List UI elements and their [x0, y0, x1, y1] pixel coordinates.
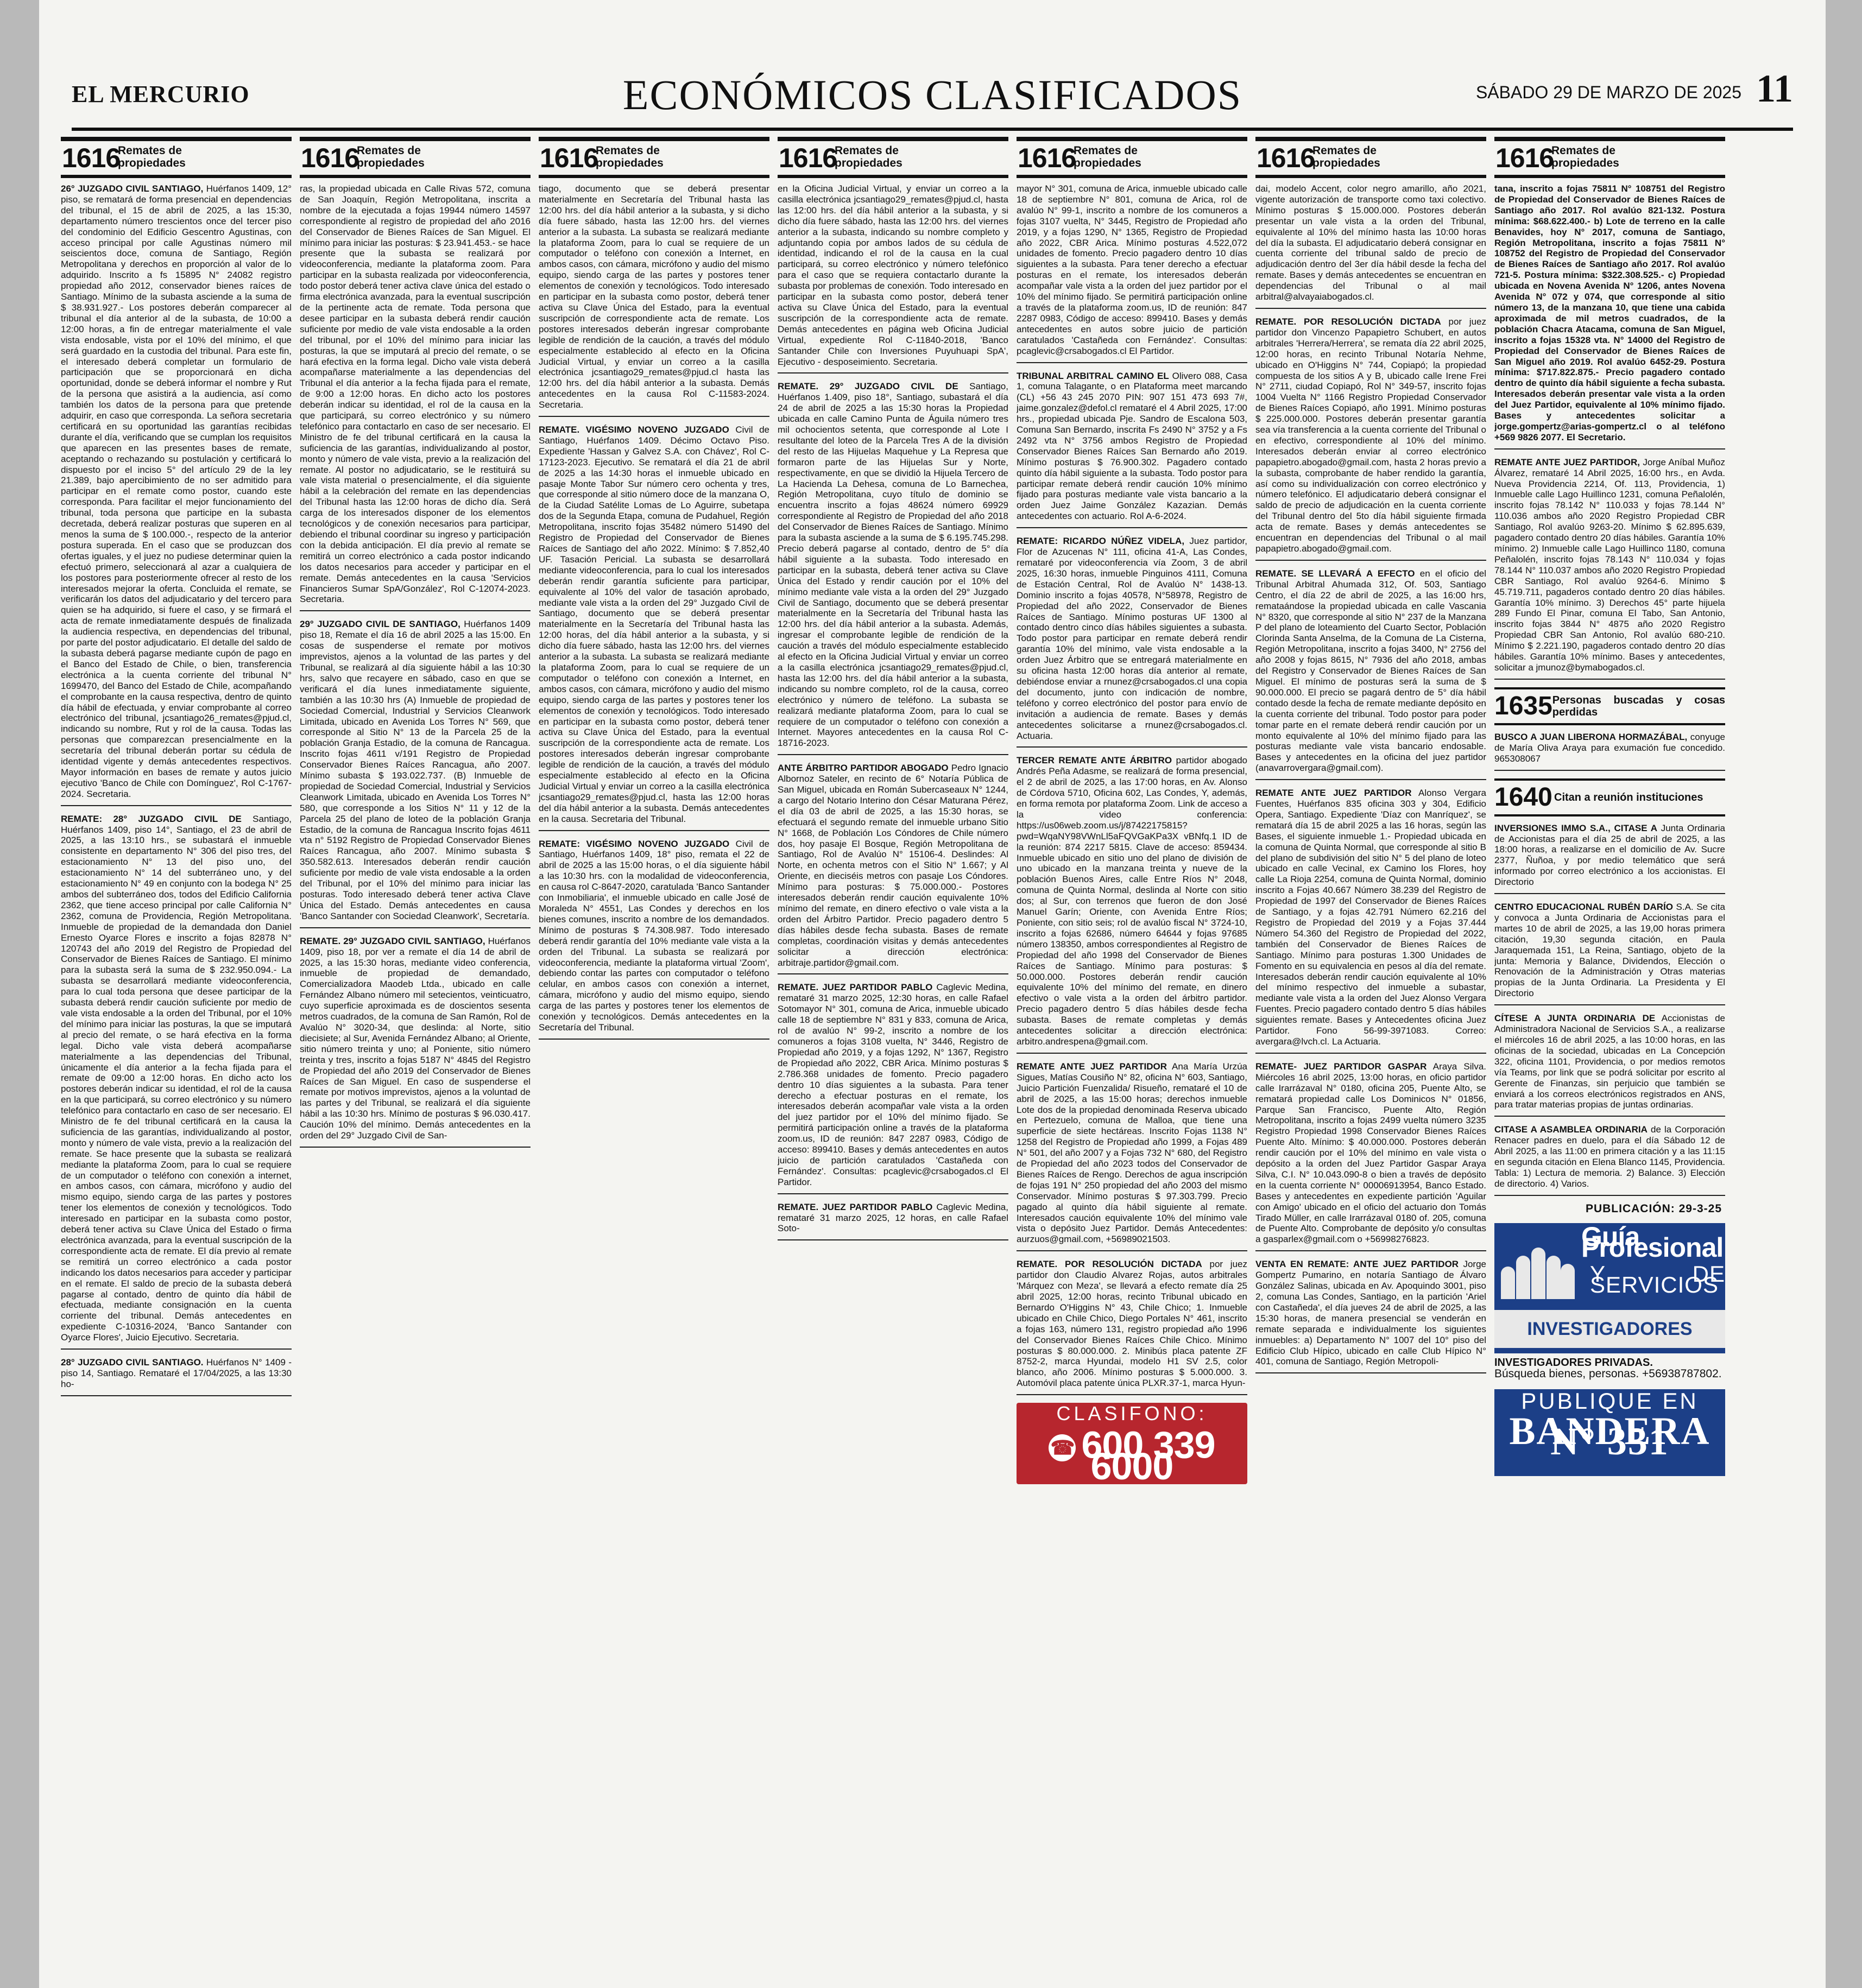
- column-entries: [1494, 183, 1725, 1476]
- ad-body: Jorge Aníbal Muñoz Álvarez, remataré 14 Abril 2025, 16:00 hrs., en Avda. Nueva Providencia 2214, Of. 113, Providencia, 1) Inmueble calle Lago Huillinco 1231, comuna Peñalolén, inscrito fojas 78.142 N° 110.033 y fojas 78.144 N° 110.036 ambos año 2020 Registro Propiedad CBR Santiago, Rol avalúo 9263-20. Mínimo $ 62.895.639, pagadero contado dentro 20 días hábiles. Garantía 10% mínimo. 2) Inmueble calle Lago Huillinco 1180, comuna Peñalolén, inscrito fojas 78.143 N° 110.034 y fojas 78.144 N° 110.037 ambos año 2020 Registro Propiedad CBR Santiago, Rol avalúo 9264-6. Mínimo $ 45.719.711, pagaderos contado dentro 20 días hábiles. Garantía 10% mínimo. 3) Derechos 45° parte hijuela 289 Fundo El Pinar, comuna El Tabo, San Antonio, inscrito fojas 3844 N° 4875 año 2020 Registro Propiedad CBR San Antonio, Rol avalúo 680-210. Mínimo $ 2.221.190, pagaderos contado dentro 20 días hábiles. Garantía 10% mínimo. Bases y antecedentes, solicitar a jmunoz@bymabogados.cl.: [1494, 457, 1725, 673]
- classified-ad: [539, 839, 769, 1040]
- ad-text: [778, 381, 1008, 749]
- classified-ad: [539, 183, 769, 417]
- ad-heading: REMATE: VIGÉSIMO NOVENO JUZGADO: [539, 838, 730, 849]
- classified-ad: [778, 381, 1008, 755]
- ad-heading: CENTRO EDUCACIONAL RUBÉN DARÍO: [1494, 902, 1673, 913]
- classified-ad: [1017, 755, 1247, 1053]
- ad-text: [1255, 316, 1486, 554]
- classified-ad: [1017, 1259, 1247, 1395]
- classified-ad: [1494, 902, 1725, 1005]
- ad-text: [539, 425, 769, 825]
- ad-text: [1255, 1061, 1486, 1245]
- column-header: [539, 137, 769, 178]
- ad-body: Civil de Santiago, Huérfanos 1409. Décimo Octavo Piso. Expediente 'Hassan y Galvez S.A. con Chávez', Rol C-17123-2023. Ejecutivo. Se rematará el día 21 de abril de 2025 a las 14:30 horas el inmueble ubicado en pasaje Monte Tabor Sur número cero ochenta y tres, que corresponde al sitio número doce de la manzana O, de la Ciudad Satélite Lomas de Lo Aguirre, subetapa dos de la Segunda Etapa, comuna de Pudahuel, Región Metropolitana, inscrito fojas 35482 número 51490 del Registro de Propiedad del Conservador de Bienes Raíces de Santiago del año 2022. Mínimo: $ 7.852,40 UF. Tasación Pericial. La subasta se desarrollará mediante videoconferencia, para lo cual los interesados deberán rendir garantía suficiente para participar, equivalente al 10% del valor de tasación aprobado, mediante vale vista a la orden del 29° Juzgado Civil de Santiago, documento que se deberá presentar materialmente en la Secretaría del Tribunal hasta las 12:00 horas, del día hábil anterior a la subasta, y si dicho día fuere sábado, hasta las 12:00 hrs. del viernes anterior a la subasta. La subasta se realizará mediante la plataforma Zoom, para lo cual se requiere de un computador o teléfono con conexión a Internet, en ambos casos, con cámara, micrófono y audio del mismo equipo, siendo carga de las partes y postores tener los elementos de conexión y tecnológicos. Todo interesado en participar en la subasta como postor, deberá tener activa su Clave Única del Estado, para la eventual suscripción de la correspondiente acta de remate. Los postores interesados deberán ingresar comprobante legible de rendición de la caución, a través del módulo especialmente establecido al efecto en la Oficina Judicial Virtual y enviar un correo a la casilla electrónica jcsantiago29_remates@pjud.cl, hasta las 12:00 horas del día hábil anterior a la subasta. Demás antecedentes en la causa. Secretaria del Tribunal.: [539, 425, 769, 824]
- ad-heading: REMATE. 29° JUZGADO CIVIL DE: [778, 381, 958, 392]
- section-label: Personas buscadas y cosas perdidas: [1552, 694, 1725, 718]
- section-header-1640: [1494, 778, 1725, 816]
- investigadores-text: Búsqueda bienes, personas. +56938787802.: [1494, 1367, 1722, 1380]
- column-header: [778, 137, 1008, 178]
- classified-ad: [1017, 371, 1247, 529]
- ad-heading: CÍTESE A JUNTA ORDINARIA DE: [1494, 1013, 1656, 1024]
- ad-heading: 28° JUZGADO CIVIL SANTIAGO.: [61, 1357, 204, 1368]
- classified-ad: [778, 183, 1008, 373]
- ad-body: Caglevic Medina, remataré 31 marzo 2025, 12:30 horas, en calle Rafael Sotomayor N° 301, comuna de Arica, inmueble ubicado calle 18 de septiembre N° 831 y 833, comuna de Arica, rol de avalúo N° 99-2, inscrito a nombre de los comuneros a fojas 3108 vuelta, N° 3446, Registro de Propiedad año 2019, y a fojas 1292, N° 1367, Registro de Propiedad año 2022, CBR Arica. Mínimo posturas $ 2.786.368 unidades de fomento. Precio pagadero dentro 10 días siguientes a la subasta. Para tener derecho a efectuar posturas en el remate, los interesados deberán acompañar vale vista a la orden del juez partidor por el 10% del mínimo fijado. Se permitirá participación online a través de la plataforma zoom.us, ID de reunión: 847 2287 0983, Código de acceso: 899410. Bases y demás antecedentes en autos juicio de partición caratulados 'Castañeda con Fernández'. Consultas: pcaglevic@crsabogados.cl El Partidor.: [778, 982, 1008, 1187]
- ad-body: dai, modelo Accent, color negro amarillo, año 2021, vigente autorización de transporte como taxi colectivo. Mínimo posturas $ 15.000.000. Postores deberán presentar un vale vista a la orden del Tribunal, equivalente al 10% del mínimo hasta las 10:00 horas del día la subasta. El adjudicatario deberá consignar en cuenta corriente del tribunal saldo de precio de adjudicación dentro del 3er día hábil desde la fecha del remate. Bases y demás antecedentes se encuentran en dependencias del Tribunal o al mail arbitral@alvayaiabogados.cl.: [1255, 183, 1486, 302]
- column-header: [1255, 137, 1486, 178]
- ad-heading: TRIBUNAL ARBITRAL CAMINO EL: [1017, 370, 1169, 381]
- ad-heading: 26° JUZGADO CIVIL SANTIAGO,: [61, 183, 204, 194]
- classified-ad: [1494, 823, 1725, 894]
- ad-text: [1017, 755, 1247, 1047]
- ad-body: de la Corporación Renacer padres en duelo, para el día Sábado 12 de Abril 2025, a las 11:00 en primera citación y a las 11:15 en segunda citación en Elena Blanco 1145, Providencia. Tabla: 1) Lectura de memoria. 2) Balance. 3) Elección de directorio. 4) Varios.: [1494, 1124, 1725, 1189]
- ad-heading: REMATE. POR RESOLUCIÓN DICTADA: [1255, 316, 1441, 327]
- ad-heading: INVERSIONES IMMO S.A., CITASE A: [1494, 822, 1657, 833]
- investigadores-title: INVESTIGADORES PRIVADAS.: [1494, 1356, 1653, 1369]
- classified-ad: [300, 183, 531, 611]
- ad-body: Junta Ordinaria de Accionistas para el día 25 de abril de 2025, a las 18:00 horas, a realizarse en el domicilio de Av. Sucre 2377, Ñuñoa, y por medio telemático que será informado por correo electrónico a los accionistas. El Directorio: [1494, 822, 1725, 888]
- issue-date: SÁBADO 29 DE MARZO DE 2025: [1475, 83, 1741, 102]
- classified-ad: [1255, 568, 1486, 780]
- ad-text: [1494, 732, 1725, 764]
- clasifono-number: [1017, 1423, 1247, 1488]
- paper-name: EL MERCURIO: [72, 81, 250, 107]
- classified-ad: [1017, 536, 1247, 748]
- column-6: [1255, 137, 1486, 1966]
- ad-heading: VENTA EN REMATE: ANTE JUEZ PARTIDOR: [1255, 1259, 1459, 1270]
- classified-ad: [61, 814, 292, 1350]
- category-number: 1616: [1257, 143, 1315, 173]
- ad-text: [300, 619, 531, 921]
- ad-heading: CITASE A ASAMBLEA ORDINARIA: [1494, 1124, 1648, 1135]
- ad-text: [1017, 1061, 1247, 1245]
- ad-body: Santiago, Huérfanos 1409, piso 14°, Santiago, el 23 de abril de 2025, a las 13:10 hrs., se subastará el inmueble consistente en departamento N° 306 del piso tres, del estacionamiento N° 13 del piso uno, del estacionamiento N° 14 del subterráneo uno, y del estacionamiento N° 49 en conjunto con la bodega N° 25 ambos del subterráneo dos, todos del Edificio California 2362, que tiene acceso principal por calle California N° 2362, comuna de Providencia, Región Metropolitana. Inmueble de propiedad de la demandada don Daniel Ernesto Oyarce Flores e inscrito a fojas 82878 N° 120743 del año 2019 del Registro de Propiedad del Conservador de Bienes Raíces de Santiago. El mínimo para la subasta será la suma de $ 232.950.094.- La subasta se desarrollará mediante videoconferencia, para lo cual toda persona que desee participar de la subasta deberá rendir caución suficiente por medio de vale vista endosable a la orden del Tribunal, por el 10% del mínimo para iniciar las posturas, la que se imputará al precio del remate, o se hará efectiva en la forma legal. Dicho vale vista deberá acompañarse materialmente a las dependencias del Tribunal, únicamente el día anterior a la fecha fijada para el remate de 09:00 a 12:00 horas. En dicho acto los postores deberán indicar su identidad, el rol de la causa en la que participará, su correo electrónico y su número telefónico para contactarlo en caso de ser necesario. El Ministro de fe del tribunal certificará en la causa la suficiencia de las garantías, individualizando al postor, monto y número de vale vista, previo a la realización del remate. Se hace presente que la subasta se realizará mediante la plataforma Zoom, para lo cual se requiere de un computador o teléfono con conexión a internet, en ambos casos, con cámara, micrófono y audio del mismo equipo, siendo carga de las partes y postores tener los elementos de conexión y tecnológicos. Todo interesado en participar en la subasta como postor, deberá tener activa su Clave Única del Estado o firma electrónica avanzada, para la eventual suscripción de la correspondiente acta de remate. El día previo al remate se remitirá un correo electrónico a cada postor indicando los datos necesarios para acceder y participar en el remate. El saldo de precio de la subasta deberá pagarse al contado, dentro de quinto día hábil de efectuada, mediante consignación en la cuenta corriente del tribunal. Demás antecedentes en expediente C-10316-2024, 'Banco Santander con Oyarce Flores', Juicio Ejecutivo. Secretaria.: [61, 813, 292, 1343]
- classified-ad: [300, 619, 531, 928]
- ad-body: tiago, documento que se deberá presentar materialmente en Secretaría del Tribunal hasta las 12:00 hrs. del día hábil anterior a la subasta, y si dicho día fuere sábado, hasta las 12:00 hrs. del viernes anterior a la subasta. La subasta se realizará mediante la plataforma Zoom, para lo cual se requiere de un computador o teléfono con conexión a Internet, en ambos casos, con cámara, micrófono y audio del mismo equipo, siendo carga de las partes y postores tener elementos de conexión y tecnológicos. Todo interesado en participar en la subasta como postor, deberá tener activa su Clave Única del Estado, para la eventual suscripción de correspondiente acta de remate. Los postores interesados deberán ingresar comprobante legible de rendición de la caución, a través del módulo especialmente establecido al efecto en la Oficina Judicial Virtual, y enviar un correo a la casilla electrónica jcsantiago29_remates@pjud.cl hasta las 12:00 hrs. del día hábil anterior a la subasta. Demás antecedentes en la causa Rol C-11583-2024. Secretaria.: [539, 183, 769, 410]
- ad-heading: REMATE. JUEZ PARTIDOR PABLO: [778, 1201, 933, 1212]
- guia-title: Guía Profesional: [1581, 1223, 1724, 1263]
- guia-band: INVESTIGADORES: [1494, 1310, 1725, 1348]
- classified-ad: [61, 183, 292, 806]
- ad-body: Araya Silva. Miércoles 16 abril 2025, 13:00 horas, en oficio partidor calle Irarrázaval N° 0180, oficina 205, Puente Alto, se rematará propiedad calle Los Dominicos N° 01856, Parque San Francisco, Puente Alto, Región Metropolitana, inscrito a fojas 2499 vuelta número 3235 Registro Propiedad 1998 Conservador Bienes Raíces Puente Alto. Mínimo: $ 40.000.000. Postores deberán rendir caución por el 10% del mínimo en vale vista o depósito a la orden del Juez Partidor Gaspar Araya Silva, C.I. N° 10.043.090-8 o bien a través de depósito en la cuenta corriente N° 00006913954, Banco Estado. Bases y antecedentes en expediente partición 'Aguilar con Amigo' ubicado en el oficio del actuario don Tomás Tirado Müller, en calle Irarrázaval 0180 of. 205, comuna de Puente Alto. Comprobante de depósito y/o consultas a gasparlex@gmail.com o +56998276823.: [1255, 1061, 1486, 1245]
- ad-body: Juez partidor, Flor de Azucenas N° 111, oficina 41-A, Las Condes, remataré por videoconferencia vía Zoom, 3 de abril 2025, 16:30 horas, inmueble Pinguinos 4111, Comuna de Estación Central, Rol de Avalúo N° 1438-13. Dominio inscrito a fojas 40578, N°58978, Registro de Propiedad del año 2022, Conservador de Bienes Raíces de Santiago. Mínimo posturas UF 1300 al contado dentro cinco días hábiles siguientes a subasta. Todo postor para participar en remate deberá rendir garantía 10% del mínimo, vale vista endosable a la orden Juez Árbitro que se entregará materialmente en su oficina hasta 12:00 horas día anterior al remate, debiéndose enviar a rnunez@crsabogados.cl una copia del documento, junto con indicación de nombre, teléfono y correo electrónico del postor para envío de invitación a audiencia de remate. Bases y demás antecedentes solicitarse a rnunez@crsabogados.cl. Actuaria.: [1017, 536, 1247, 741]
- ad-text: [1255, 788, 1486, 1047]
- classified-ad: [1494, 183, 1725, 449]
- category-label: Remates de propiedades: [1312, 144, 1380, 169]
- ad-body: Ana María Urzúa Sigues, Matías Cousiño N° 82, oficina N° 603, Santiago, Juicio Partición Fuenzalida/ Risueño, remataré el 10 de abril de 2025, a las 15:00 horas; derechos inmueble Lote dos de la propiedad denominada Reserva ubicado en Pertezuelo, comuna de Malloa, que tiene una superficie de siete hectáreas. Inscrito Fojas 1138 N° 1258 del Registro de Propiedad año 1999, a Fojas 489 N° 501, del año 2007 y a Fojas 732 N° 680, del Registro de Propiedad del año 2023 todos del Conservador de Bienes Raíces de Rengo. Derechos de agua inscripción de fojas 191 N° 250 propiedad del año 2003 del mismo Conservador. Mínimo posturas $ 97.303.799. Precio pagado al quinto día hábil siguiente al remate. Interesados caución equivalente 10% del mínimo vale vista o depósito Juez Partidor. Demás Antecedentes: aurzuos@gmail.com, +56989021503.: [1017, 1061, 1247, 1245]
- ad-text: [1494, 183, 1725, 443]
- ad-heading: REMATE. 29° JUZGADO CIVIL SANTIAGO,: [300, 935, 485, 946]
- column-entries: [1017, 183, 1247, 1488]
- phone-icon: ☎: [1049, 1434, 1076, 1461]
- ad-text: [1494, 902, 1725, 999]
- ad-text: [539, 183, 769, 410]
- column-4: [778, 137, 1008, 1966]
- ad-body: Huérfanos 1409, piso 18, por ver a remate el día 14 de abril de 2025, a las 15:30 horas, mediante video conferencia, inmueble de propiedad de demandado, Comercializadora Maodeb Ltda., ubicado en calle Fernández Albano número mil setecientos, veinticuatro, cuyo superficie aproximada es de doscientos sesenta metros cuadrados, de la comuna de San Ramón, Rol de Avalúo N° 3020-34, que deslinda: al Norte, sitio diecisiete; al Sur, Avenida Fernández Albano; al Oriente, sitio número treinta y uno; al Poniente, sitio número treinta y tres, inscrito a fojas 5187 N° 4845 del Registro de Propiedad del año 2019 del Conservador de Bienes Raíces de San Miguel. En caso de suspenderse el remate por motivos imprevistos, ajenos a la voluntad de las partes y del Tribunal, se realizará el día siguiente hábil a las 10:30 hrs. Mínimo de posturas $ 96.030.417. Caución 10% del mínimo. Demás antecedentes en la orden del 29° Juzgado Civil de San-: [300, 935, 531, 1141]
- column-entries: [539, 183, 769, 1040]
- ad-body: Caglevic Medina, remataré 31 marzo 2025, 12 horas, en calle Rafael Soto-: [778, 1201, 1008, 1234]
- bandera-address: BANDERA N° 331: [1509, 1409, 1710, 1464]
- ad-text: [1017, 536, 1247, 741]
- ad-heading: BUSCO A JUAN LIBERONA HORMAZÁBAL,: [1494, 731, 1688, 742]
- ad-body: Civil de Santiago, Huérfanos 1409, 18° piso, remata el 22 de abril de 2025 a las 15:00 horas, o el día siguiente hábil a las 10:30 hrs. con la modalidad de videoconferencia, en causa rol C-8647-2020, caratulada 'Banco Santander con Inmobiliaria', el inmueble ubicado en calle José de Moraleda N° 4551, Las Condes y derechos en los bienes comunes, inscrito a nombre de los demandados. Mínimo de posturas $ 74.308.987. Todo interesado deberá rendir garantía del 10% mediante vale vista a la orden del Tribunal. La subasta se realizará por videoconferencia, mediante la plataforma virtual 'Zoom', debiendo contar las partes con computador o teléfono celular, en ambos casos con conexión a internet, cámara, micrófono y audio del mismo equipo, siendo carga de las partes y postores tener los elementos de conexión y tecnológicos. Demás antecedentes en la Secretaría del Tribunal.: [539, 838, 769, 1033]
- ad-text: [1494, 1013, 1725, 1110]
- classified-ad: [1255, 183, 1486, 309]
- ad-body: en el oficio del Tribunal Arbitral Ahumada 312, Of. 503, Santiago Centro, el día 22 de abril de 2025, a las 16:00 hrs, remataándose la propiedad ubicada en calle Vascania N° 8320, que corresponde al sitio N° 237 de la Manzana P del plano de loteamiento del Cuarto Sector, Población Clorinda Santa Anselma, de la Comuna de La Cisterna, Región Metropolitana, inscrito a fojas 3400, N° 2756 del año 2008 y fojas 8615, N° 7936 del año 2018, ambas del Registro y Conservador de Bienes Raíces de San Miguel. El mínimo de posturas será la suma de $ 90.000.000. El precio se pagará dentro de 5° día hábil contado desde la fecha de remate mediante depósito en la cuenta corriente del tribunal. Todo postor para poder tomar parte en el remate deberá rendir caución por un monto equivalente al 10% del mínimo fijado para las posturas mediante vale vista bancario endosable. Bases y antecedentes en la oficina del juez partidor (anavarrovergara@gmail.com).: [1255, 568, 1486, 774]
- clasifono-phone-number: 600 339 6000: [1081, 1423, 1215, 1488]
- column-entries: [1255, 183, 1486, 1373]
- ad-body: Pedro Ignacio Albornoz Sateler, en recinto de 6° Notaría Pública de San Miguel, ubicada en Román Subercaseaux N° 1244, a cargo del Notario Interino don César Maturana Pérez, el día 03 de abril de 2025, a las 15:30 horas, se efectuará el segundo remate del inmueble urbano Sitio N° 1668, de Población Los Cóndores de Chile número dos, hoy pasaje El Bosque, Región Metropolitana de Santiago, Rol de Avalúo N° 15106-4. Deslindes: Al Norte, en ochenta metros con el Sitio N° 1.667; y Al Oriente, en dieciséis metros con pasaje Los Cóndores. Mínimo para posturas: $ 75.000.000.- Postores interesados deberán rendir caución equivalente 10% mínimo del remate, en dinero efectivo o vale vista a la orden del Árbitro Partidor. Precio pagadero dentro 5 días hábiles desde fecha subasta. Bases de remate completas, coordinación visitas y demás antecedentes solicitar a dirección electrónica: arbitraje.partidor@gmail.com.: [778, 763, 1008, 968]
- guia-profesional-ad: [1494, 1223, 1725, 1353]
- classified-ad: [1017, 183, 1247, 363]
- column-header: [61, 137, 292, 178]
- ad-text: [778, 183, 1008, 367]
- ad-heading: REMATE- JUEZ PARTIDOR GASPAR: [1255, 1061, 1427, 1072]
- publication-date: PUBLICACIÓN: 29-3-25: [1585, 1202, 1722, 1215]
- ad-body: partidor abogado Andrés Peña Adasme, se realizará de forma presencial, el 2 de abril de 2025, a las 17:00 horas, en Av. Alonso de Córdova 5710, Oficina 602, Las Condes, Y, además, en forma remota por plataforma Zoom. Link de acceso a la video conferencia: https://us06web.zoom.us/j/87422175815?pwd=WqaNY98VWnLl5aFQVGaKPa3X vBNfq.1 ID de la reunión: 874 2217 5815. Clave de acceso: 859434. Inmueble ubicado en sitio uno del plano de división de uno ubicado en la manzana treinta y nueve de la población Buenos Aires, calle Entre Ríos N° 2048, comuna de Quinta Normal, deslinda al Norte con sitio dos; al Sur, con terrenos que fueron de don José Manuel Garín; Oriente, con Avenida Entre Ríos; Poniente, con sitio seis; rol de avalúo fiscal N° 3724-10, inscrito a fojas 62686, número 64644 y fojas 97685 número 138350, ambos correspondientes al Registro de Propiedad del año 1998 del Conservador de Bienes Raíces de Santiago. Mínimo para posturas: $ 50.000.000. Postores deberán rendir caución equivalente 10% del mínimo del remate, en dinero efectivo o vale vista a la orden del árbitro partidor. Precio pagadero dentro 5 días hábiles desde fecha subasta. Bases de remate completas y demás antecedentes solicitar a dirección electrónica: arbitro.andrespena@gmail.com.: [1017, 755, 1247, 1047]
- ad-heading: REMATE. JUEZ PARTIDOR PABLO: [778, 982, 933, 993]
- column-header: [300, 137, 531, 178]
- ad-body: conyuge de María Oliva Araya para exumación fue concedido. 965308067: [1494, 731, 1725, 764]
- clasifono-ad: [1017, 1402, 1247, 1488]
- ad-body: Huérfanos 1409, 12° piso, se rematará de forma presencial en dependencias del tribunal, el 15 de abril de 2025, a las 15:30, departamento número trescientos once del tercer piso del condominio del Edificio Gescentro Agustinas, con acceso principal por calle Agustinas número mil seiscientos doce, comuna de Santiago, Región Metropolitana y derechos en proporción al valor de lo adquirido. Inscrito a fs 15895 N° 24082 registro propiedad año 2012, conservador bienes raíces de Santiago. Mínimo de la subasta asciende a la suma de $ 38.931.927.- Los postores deberán comparecer al tribunal el día anterior al de la subasta, de 10:00 a 12:00 horas, a fin de entregar materialmente el vale vista endosable, vista por el 10% del mínimo, el que será guardado en la custodia del tribunal. Para este fin, el interesado deberá completar un formulario de participación que se proporcionará en dicha oportunidad, donde se deberá informar el nombre y Rut de la persona que asistirá a la audiencia, así como también los datos de la persona para que pretende adquirir, en caso que corresponda. La señora secretaria certificará en su oportunidad las garantías recibidas durante el día, verificando que se cumplan los requisitos que aparecen en las presentes bases de remate, aceptando o rechazando su postulación y certificará lo dispuesto por el inciso 5° del artículo 29 de la ley 21.389, bajo apercibimiento de no ser admitido para participar en el remate como postor, cuando este corresponda. Para facilitar el mejor funcionamiento del tribunal, toda persona que participe en la subasta decretada, deberá realizar posturas que superen en al menos la suma de $ 100.000.-, respecto de la anterior postura superada. En el caso que se produzcan dos ofertas iguales, y el juez no pudiese determinar quien la efectuó primero, seleccionará al azar a cualquiera de los postores para posteriormente ofrecer al resto de los interesados mejorar la oferta. Concluida el remate, se verificarán los datos del adjudicatario y del tercero para quien se ha adquirido, si fuere el caso, y se firmará el acta de remate inmediatamente después de finalizada la audiencia respectiva, en dependencias del tribunal, por parte del postor adjudicatario. El detalle del saldo de la subasta deberá pagarse mediante cupón de pago en el Banco del Estado de Chile, o bien, transferencia electrónica a la cuenta corriente del tribunal N° 1699470, del Banco del Estado de Chile, acompañando el comprobante en la causa respectiva, dentro de quinto día hábil de efectuada, y enviar comprobante al correo electrónico del tribunal, jcsantiago26_remates@pjud.cl, indicando su nombre, Rut y rol de la causa. Todas las personas que comparezcan presencialmente en la secretaría del tribunal deberán portar su cédula de identidad vigente y demás antecedentes respectivos. Mayor información en bases de remate y autos juicio ejecutivo 'Banco de Chile con Domínguez', Rol C-1767-2024. Secretaria.: [61, 183, 292, 799]
- ad-text: [539, 839, 769, 1033]
- classified-ad: [300, 936, 531, 1148]
- section-number: 1635: [1494, 691, 1552, 720]
- ad-body: S.A. Se cita y convoca a Junta Ordinaria de Accionistas para el martes 10 de abril de 2025, a las 19,00 horas primera citación, 19,30 segunda citación, en Paula Jaraquemada 151, La Reina, Santiago, objeto de la junta: Memoria y Balance, Dividendos, Elección o Renovación de la Administración y Otras materias propias de la Junta Ordinaria. La Presidenta y El Directorio: [1494, 902, 1725, 999]
- column-2: [300, 137, 531, 1966]
- category-label: Remates de propiedades: [118, 144, 186, 169]
- ad-text: [1255, 183, 1486, 302]
- people-silhouette-icon: [1501, 1245, 1571, 1299]
- ad-text: [1494, 823, 1725, 888]
- ad-text: [778, 982, 1008, 1187]
- classified-ad: [1494, 1124, 1725, 1195]
- ad-text: [1255, 568, 1486, 774]
- ad-text: [1494, 1124, 1725, 1189]
- column-entries: [300, 183, 531, 1148]
- ad-heading: REMATE. POR RESOLUCIÓN DICTADA: [1017, 1259, 1202, 1270]
- ad-heading: REMATE. SE LLEVARÁ A EFECTO: [1255, 568, 1415, 579]
- category-label: Remates de propiedades: [1551, 144, 1619, 169]
- section-title: ECONÓMICOS CLASIFICADOS: [622, 71, 1242, 118]
- ad-text: [1255, 1259, 1486, 1367]
- column-header: [1017, 137, 1247, 178]
- category-label: Remates de propiedades: [1074, 144, 1141, 169]
- ad-body: Huérfanos 1409 piso 18, Remate el día 16 de abril 2025 a las 15:00. En cosas de suspenderse el remate por motivos imprevistos, ajenos a la voluntad de las partes y del Tribunal, se realizará al día siguiente hábil a las 10:30 hrs, salvo que recayere en sábado, caso en que se verificará el día lunes inmediatamente siguiente, también a las 10:30 hrs (A) Inmueble de propiedad de Sociedad Comercial, Industrial y Servicios Cleanwork Limitada, ubicado en Avenida Los Torres N° 569, que corresponde al Sitio N° 13 de la Parcela 25 de la población Granja Estadio, de la comuna de Rancagua. Inscrito fojas 4611 v/191 Registro de Propiedad Conservador Bienes Raíces Rancagua, año 2007. Mínimo subasta $ 193.022.737. (B) Inmueble de propiedad de Sociedad Comercial, Industrial y Servicios Cleanwork Limitada, ubicado en Avenida Los Torres N° 580, que corresponde a los Sitios N° 11 y 12 de la Parcela 25 del plano de loteo de la población Granja Estadio, de la comuna de Rancagua Inscrito fojas 4611 vta n° 5192 Registro de Propiedad Conservador Bienes Raíces Rancagua, año 2007. Mínimo subasta $ 350.582.613. Interesados deberán rendir caución suficiente por medio de vale vista endosable a la orden del Tribunal, por el 10% del mínimo para iniciar las posturas. Todo interesado deberá tener activa Clave Única del Estado. Demás antecedentes en causa 'Banco Santander con Sociedad Cleanwork', Secretaría.: [300, 619, 531, 921]
- ad-heading: REMATE: RICARDO NÚÑEZ VIDELA,: [1017, 536, 1185, 547]
- classified-ad: [1255, 1259, 1486, 1373]
- classified-ad: [1017, 1061, 1247, 1251]
- section-label: Citan a reunión instituciones: [1554, 791, 1703, 803]
- ad-body: Santiago, Huérfanos 1.409, piso 18°, Santiago, subastará el día 24 de abril de 2025 a las 15:30 horas la Propiedad ubicada en calle Camino Punta de Águila número tres mil ochocientos setenta, que corresponde al Lote I resultante del loteo de la Parcela Tres A de la división del resto de las Hijuelas Maquehue y La Represa que formaron parte de las Hijuelas Sur y Norte, respectivamente, en que se dividió la Hijuela Tercero de La Hacienda La Dehesa, comuna de Lo Barnechea, Región Metropolitana, cuyo título de dominio se encuentra inscrito a fojas 48624 número 69929 correspondiente al Registro de Propiedad del año 2018 del Conservador de Bienes Raíces de Santiago. Mínimo para la subasta asciende a la suma de $ 6.195.745.298. Precio deberá pagarse al contado, dentro de 5° día hábil siguiente a la subasta. Todo interesado en participar en la subasta, deberá tener activa su Clave Única del Estado y rendir caución por el 10% del mínimo mediante vale vista a la orden del 29° Juzgado Civil de Santiago, documento que se deberá presentar materialmente en la Secretaría del Tribunal hasta las 12:00 hrs. del día hábil anterior a la subasta. Además, ingresar el comprobante legible de rendición de la caución a través del módulo especialmente establecido al efecto en la Oficina Judicial Virtual y enviar un correo a la casilla electrónica jcsantiago29_remates@pjud.cl, hasta las 12:00 hrs. del día hábil anterior a la subasta, indicando su nombre completo, rol de la causa, correo electrónico y número de teléfono. La subasta se realizará mediante plataforma Zoom, para lo cual se requiere de un computador o teléfono con conexión a Internet. Mayores antecedentes en la causa Rol C-18716-2023.: [778, 381, 1008, 749]
- ad-text: [778, 763, 1008, 968]
- category-number: 1616: [779, 143, 837, 173]
- ad-body: Olivero 088, Casa 1, comuna Talagante, o en Plataforma meet marcando (CL) +56 43 245 2070 PIN: 907 151 473 693 7#, jaime.gonzalez@defol.cl remataré el 4 Abril 2025, 17:00 hrs., propiedad ubicada Pje. Sandro de Escalona 503, Comuna San Bernardo, inscrita Fs 2490 N° 3752 y a Fs 2492 vta N° 3756 ambos Registro de Propiedad Conservador Bienes Raíces San Bernardo año 2019. Mínimo posturas $ 76.900.302. Pagadero contado quinto día hábil siguiente a la subasta. Todo postor para participar remate deberá rendir caución 10% mínimo fijado para posturas mediante vale vista bancario a la orden Juez Jaime González Kazazian. Demás antecedentes con actuario. Rol A-6-2024.: [1017, 370, 1247, 522]
- category-number: 1616: [1018, 143, 1076, 173]
- ad-heading: REMATE ANTE JUEZ PARTIDOR: [1255, 788, 1412, 799]
- ad-heading: REMATE. VIGÉSIMO NOVENO JUZGADO: [539, 425, 729, 435]
- ad-text: [61, 1357, 292, 1390]
- ad-body: tana, inscrito a fojas 75811 N° 108751 del Registro de Propiedad del Conservador de Bienes Raíces de Santiago año 2017. Rol avalúo 821-132. Postura mínima: $68.622.400.- b) Lote de terreno en la calle Benavides, hoy N° 2017, comuna de Santiago, Región Metropolitana, inscrito a fojas 75811 N° 108752 del Registro de Propiedad del Conservador de Bienes Raíces de Santiago año 2017. Rol avalúo 721-5. Postura mínima: $322.308.525.- c) Propiedad ubicada en Novena Avenida N° 1206, antes Novena Avenida N° 072 y 074, que corresponde al sitio número 13, de la manzana 10, que tiene una cabida aproximada de mil metros cuadrados, de la población Chacra Atacama, comuna de San Miguel, inscrito a fojas 15328 vta. N° 14000 del Registro de Propiedad del Conservador de Bienes Raíces de San Miguel año 2019. Rol avalúo 6452-29. Postura mínima: $717.822.875.- Precio pagadero contado dentro de quinto día hábil siguiente a fecha subasta. Interesados deberán presentar vale vista a la orden del Juez Partidor, equivalente al 10% mínimo fijado. Bases y antecedentes solicitar a jorge.gompertz@arias-gompertz.cl o al teléfono +569 9826 2077. El Secretario.: [1494, 183, 1725, 442]
- classified-ad: [1255, 788, 1486, 1054]
- ad-text: [61, 183, 292, 800]
- ad-body: por juez partidor don Claudio Alvarez Rojas, autos arbitrales 'Márquez con Meza', se llevará a efecto remate día 25 abril 2025, 12:00 horas, recinto Tribunal ubicado en Bernardo O'Higgins N° 43, Chile Chico; 1. Inmueble ubicado en Chile Chico, Diego Portales N° 461, inscrito a fojas 163, número 131, registro propiedad año 1996 del Conservador Bienes Raíces Chile Chico. Mínimo posturas $ 80.000.000. 2. Minibús placa patente ZF 8752-2, marca Hyundai, modelo H1 SV 2.5, color blanco, año 2006. Mínimo posturas $ 5.000.000. 3. Automóvil placa patente única PLXR.37-1, marca Hyun-: [1017, 1259, 1247, 1389]
- column-1: [61, 137, 292, 1966]
- guia-subtitle: Y DE SERVICIOS: [1590, 1261, 1725, 1297]
- ad-heading: REMATE ANTE JUEZ PARTIDOR,: [1494, 457, 1640, 467]
- ad-heading: REMATE ANTE JUEZ PARTIDOR: [1017, 1061, 1167, 1072]
- clasifono-label: CLASIFONO:: [1056, 1402, 1208, 1425]
- classified-ad: [1255, 1061, 1486, 1251]
- ad-text: [1017, 1259, 1247, 1389]
- ad-heading: REMATE: 28° JUZGADO CIVIL DE: [61, 813, 242, 824]
- column-3: [539, 137, 769, 1966]
- classified-ad: [778, 1202, 1008, 1241]
- ad-body: mayor N° 301, comuna de Arica, inmueble ubicado calle 18 de septiembre N° 801, comuna de Arica, rol de avalúo N° 99-1, inscrito a nombre de los comuneros a fojas 3107 vuelta, N° 3445, Registro de Propiedad año 2019, y a fojas 1290, N° 1365, Registro de Propiedad año 2022, CBR Arica. Mínimo posturas 4.522,072 unidades de fomento. Precio pagadero dentro 10 días siguientes a la subasta. Para tener derecho a efectuar posturas en el remate, los interesados deberán acompañar vale vista a la orden del juez partidor por el 10% del mínimo fijado. Se permitirá participación online a través de la plataforma zoom.us, ID de reunión: 847 2287 0983, Código de acceso: 899410. Bases y demás antecedentes en autos sobre juicio de partición caratulados 'Castañeda con Fernández'. Consultas: pcaglevic@crsabogados.cl El Partidor.: [1017, 183, 1247, 356]
- ad-text: [61, 814, 292, 1343]
- classified-ad: [61, 1357, 292, 1396]
- column-7: [1494, 137, 1725, 1966]
- ad-text: [1494, 457, 1725, 673]
- bandera-top: PUBLIQUE EN: [1521, 1388, 1699, 1414]
- classified-ad: [1494, 1013, 1725, 1117]
- ad-body: Alonso Vergara Fuentes, Huérfanos 835 oficina 303 y 304, Edificio Opera, Santiago. Expediente 'Díaz con Manríquez', se rematará día 15 de abril 2025 a las 16 horas, según las Bases, el siguiente inmueble 1.- Propiedad ubicada en la comuna de Quinta Normal, que corresponde al sitio B del plano de subdivisión del sitio N° 5 del plano de loteo ubicado en calle Vecinal, ex Camino los Flores, hoy calle La Rioja 2254, comuna de Quinta Normal, dominio inscrito a Fojas 40.667 Número 38.239 del Registro de Propiedad de 1997 del Conservador de Bienes Raíces de Santiago, y a fojas 42.791 Número 62.216 del Registro de Propiedad del 2019 y a Fojas 37.444 Número 54.360 del Registro de Propiedad del 2022, también del Conservador de Bienes Raíces de Santiago. Mínimo para posturas 1.300 Unidades de Fomento en su equivalencia en pesos al día del remate. Interesados deberán rendir caución equivalente al 10% del mínimo respectivo del inmueble a subastar, mediante vale vista a la orden del Juez Alonso Vergara Fuentes. Precio pagadero contado dentro 5 días hábiles siguientes remate. Bases y Antecedentes oficina Juez Partidor. Fono 56-99-3971083. Correo: avergara@lvch.cl. La Actuaria.: [1255, 788, 1486, 1047]
- masthead: [72, 60, 1793, 131]
- column-5: [1017, 137, 1247, 1966]
- column-entries: [778, 183, 1008, 1240]
- ad-body: en la Oficina Judicial Virtual, y enviar un correo a la casilla electrónica jcsantiago29_remates@pjud.cl, hasta las 12:00 hrs. del día hábil anterior a la subasta, y si dicho día fuere sábado, hasta las 12:00 hrs. del viernes anterior a la subasta, indicando su nombre completo y adjuntando copia por ambos lados de su cédula de identidad, indicando el rol de la causa en la cual participará, su correo electrónico y número telefónico para el caso que se requiera contactarlo durante la subasta por problemas de conexión. Todo interesado en participar en la subasta como postor, deberá tener activa su Clave Única del Estado, para la eventual suscripción de la correspondiente acta de remate. Demás antecedentes en página web Oficina Judicial Virtual, expediente Rol C-11840-2018, 'Banco Santander Chile con Inversiones Puyuhuapi SpA', Ejecutivo - desposeimiento. Secretaria.: [778, 183, 1008, 367]
- newspaper-page: [39, 0, 1826, 1988]
- ad-heading: 29° JUZGADO CIVIL DE SANTIAGO,: [300, 619, 460, 630]
- column-entries: [61, 183, 292, 1396]
- ad-heading: ANTE ÁRBITRO PARTIDOR ABOGADO: [778, 763, 949, 774]
- page-number: 11: [1756, 67, 1793, 110]
- ad-body: ras, la propiedad ubicada en Calle Rivas 572, comuna de San Joaquín, Región Metropolitana, inscrita a nombre de la ejecutada a fojas 19944 número 14597 correspondiente al registro de propiedad del año 2016 del Conservador de Bienes Raíces de San Miguel. El mínimo para iniciar las posturas: $ 23.941.453.- se hace presente que la subasta se realizará por videoconferencia, mediante la plataforma zoom. Para participar en la subasta realizada por videoconferencia, todo postor deberá tener activa clave única del estado o firma electrónica avanzada, para la eventual suscripción de la pertinente acta de remate. Toda persona que desee participar en la subasta deberá rendir caución suficiente por medio de vale vista endosable a la orden del tribunal, por el 10% del mínimo para iniciar las posturas, la que se imputará al precio del remate, o se hará efectiva en la forma legal. Dicho vale vista deberá acompañarse materialmente a las dependencias del Tribunal el día anterior a la fecha fijada para el remate, de 9:00 a 12:00 horas. En dicho acto los postores deberán indicar su identidad, el rol de la causa en la que participará, su correo electrónico y su número telefónico para contactarlo en caso de ser necesario. El Ministro de fe del tribunal certificará en la causa la suficiencia de las garantías, individualizando al postor, monto y número de vale vista, previo a la realización del remate. Al postor no adjudicatario, se le restituirá su vale vista material o presencialmente, el día siguiente hábil a la celebración del remate en las dependencias del Tribunal hasta las 12:00 horas de dicho día. Será carga de los interesados disponer de los elementos tecnológicos y de conexión necesarios para participar, debiendo el tribunal coordinar su ingreso y participación con la debida anticipación. El día previo al remate se remitirá un correo electrónico a cada postor indicando los datos necesarios para acceder y participar en el remate. Demás antecedentes en la causa 'Servicios Financieros Sumar SpA/González', Rol C-12074-2023. Secretaria.: [300, 183, 531, 605]
- ad-heading: TERCER REMATE ANTE ÁRBITRO: [1017, 755, 1172, 766]
- category-number: 1616: [540, 143, 598, 173]
- ad-body: por juez partidor don Vincenzo Papapietro Schubert, en autos arbitrales 'Herrera/Herrera', se remata día 22 abril 2025, 12:00 horas, en recinto Tribunal Notaría Nehme, ubicado en O'Higgins N° 744, Copiapó; la propiedad compuesta de los sitios A y B, ubicado calle Irene Frei N° 2711, ciudad Copiapó, Rol N° 349-57, inscrito fojas 1004 Vuelta N° 1166 Registro Propiedad Conservador de Bienes Raíces Copiapó, año 1991. Mínimo posturas $ 225.000.000. Postores deberán presentar garantía sea vía transferencia a la cuenta corriente del Tribunal o en efectivo, correspondiente al 10% del mínimo. Interesados deberán enviar al correo electrónico papapietro.abogado@gmail.com, hasta 2 horas previo a la subasta, comprobante de haber rendido la garantía, así como su individualización con correo electrónico y número telefónico. El adjudicatario deberá consignar el saldo de precio de adjudicación en la cuenta corriente del Tribunal dentro del 5to día hábil siguiente firmada acta de remate. Bases y demás antecedentes se encuentran en dependencias del Tribunal o al mail papapietro.abogado@gmail.com.: [1255, 316, 1486, 554]
- category-number: 1616: [1495, 143, 1554, 173]
- classified-ad: [1494, 457, 1725, 680]
- classified-ad: [778, 763, 1008, 974]
- ad-text: [778, 1202, 1008, 1234]
- category-label: Remates de propiedades: [835, 144, 902, 169]
- ad-body: Jorge Gompertz Pumarino, en notaría Santiago de Álvaro González Salinas, ubicada en Av. Apoquindo 3001, piso 2, comuna Las Condes, Santiago, en la partición 'Ariel con Castañeda', el día jueves 24 de abril de 2025, a las 15:30 horas, de manera presencial se venderán en remate separada e individualmente los siguientes inmuebles: a) Departamento N° 1007 del 10° piso del Edificio Club Hípico, ubicado en calle Club Hípico N° 401, comuna de Santiago, Región Metropoli-: [1255, 1259, 1486, 1367]
- category-number: 1616: [301, 143, 359, 173]
- classified-ad: [1255, 316, 1486, 561]
- ad-body: Huérfanos N° 1409 - piso 14, Santiago. Remataré el 17/04/2025, a las 13:30 ho-: [61, 1357, 292, 1389]
- classified-ad: [1494, 732, 1725, 771]
- column-header: [1494, 137, 1725, 178]
- bandera-ad: [1494, 1389, 1725, 1476]
- category-label: Remates de propiedades: [596, 144, 664, 169]
- ad-body: Accionistas de Administradora Nacional de Servicios S.A., a realizarse el miércoles 16 de abril 2025, a las 10:00 horas, en las oficinas de la sociedad, ubicadas en La Concepción 322, oficina 1101, Providencia, o por medios remotos vía Teams, por link que se podrá solicitar por escrito al Gerente de Finanzas, sin perjuicio que también se enviará a los correos electrónicos registrados en ANS, para tratar materias propias de juntas ordinarias.: [1494, 1013, 1725, 1110]
- classified-ad: [778, 982, 1008, 1194]
- section-header-1635: [1494, 687, 1725, 725]
- ad-text: [300, 183, 531, 605]
- ad-text: [300, 936, 531, 1141]
- category-number: 1616: [62, 143, 121, 173]
- category-label: Remates de propiedades: [357, 144, 425, 169]
- section-number: 1640: [1494, 782, 1552, 812]
- ad-text: [1017, 371, 1247, 522]
- ad-text: [1017, 183, 1247, 357]
- classified-ad: [539, 425, 769, 831]
